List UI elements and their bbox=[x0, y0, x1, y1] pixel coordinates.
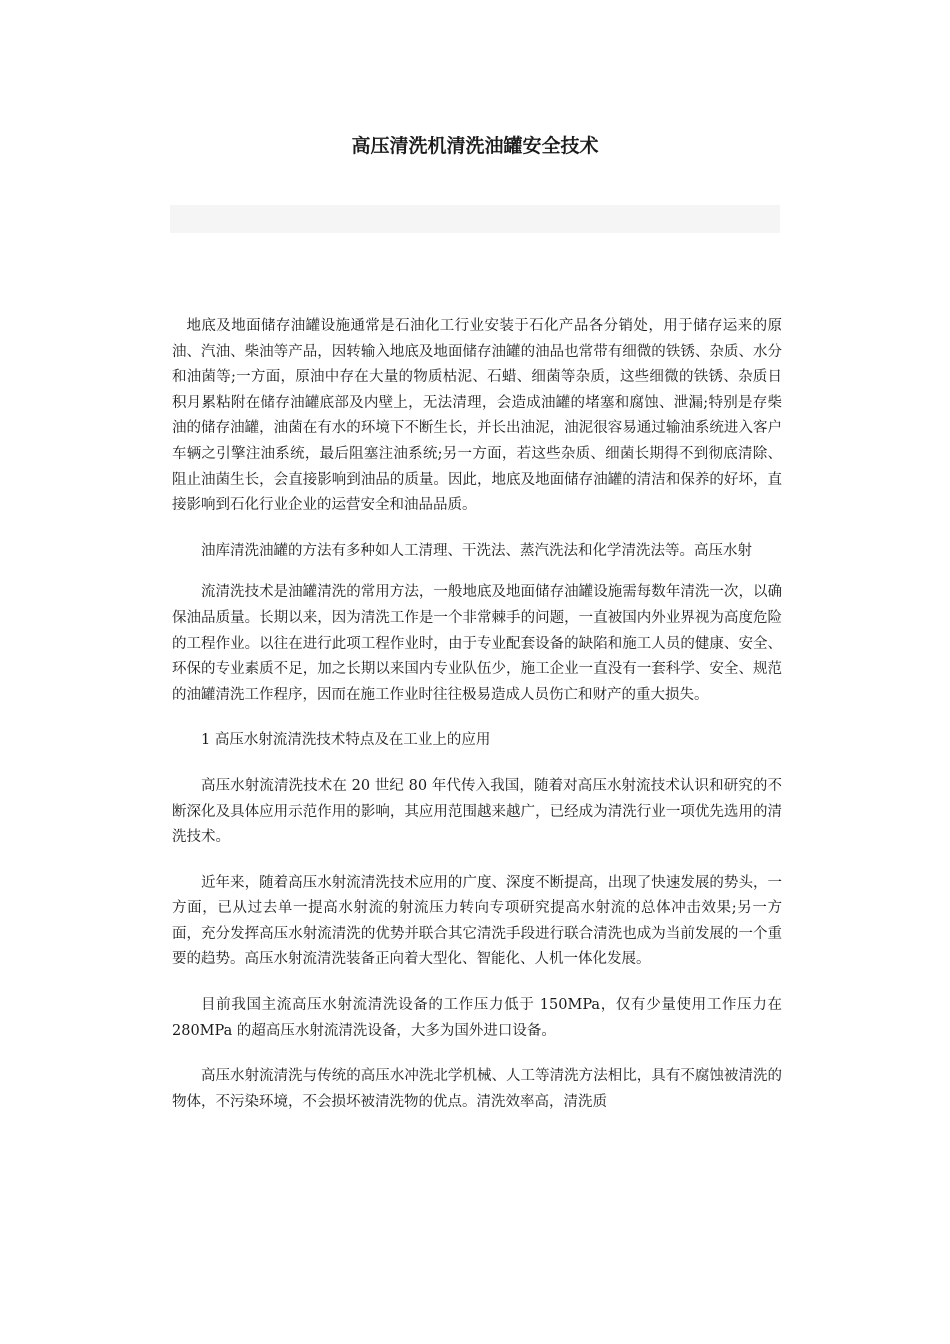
document-title: 高压清洗机清洗油罐安全技术 bbox=[351, 135, 599, 157]
section-heading-1: 1 高压水射流清洗技术特点及在工业上的应用 bbox=[201, 732, 491, 749]
header-band bbox=[170, 205, 780, 233]
paragraph-trends: 近年来，随着高压水射流清洗技术应用的广度、深度不断提高，出现了快速发展的势头，一方面，已从过去单一提高水射流的射流压力转向专项研究提高水射流的总体冲击效果;另一方面，充分发挥高压水射流清洗的优势并联合其它清洗手段进行联合清洗也成为当前发展的一个重要的趋势。高压水射流清洗装备正向着大型化、智能化、人机一体化发展。 bbox=[172, 874, 782, 968]
paragraph-water-jet: 流清洗技术是油罐清洗的常用方法，一般地底及地面储存油罐设施需每数年清洗一次，以确保油品质量。长期以来，因为清洗工作是一个非常棘手的问题，一直被国内外业界视为高度危险的工程作业。以往在进行此项工程作业时，由于专业配套设备的缺陷和施工人员的健康、安全、环保的专业素质不足，加之长期以来国内专业队伍少，施工企业一直没有一套科学、安全、规范的油罐清洗工作程序，因而在施工作业时往往极易造成人员伤亡和财产的重大损失。 bbox=[172, 584, 782, 703]
paragraph-methods: 油库清洗油罐的方法有多种如人工清理、干洗法、蒸汽洗法和化学清洗法等。高压水射 bbox=[201, 542, 752, 559]
paragraph-advantages: 高压水射流清洗与传统的高压水冲洗北学机械、人工等清洗方法相比，具有不腐蚀被清洗的物体，不污染环境，不会损坏被清洗物的优点。清洗效率高，清洗质 bbox=[172, 1068, 782, 1110]
paragraph-pressure: 目前我国主流高压水射流清洗设备的工作压力低于 150MPa，仅有少量使用工作压力在 280MPa 的超高压水射流清洗设备，大多为国外进口设备。 bbox=[172, 997, 782, 1039]
paragraph-intro: 地底及地面储存油罐设施通常是石油化工行业安装于石化产品各分销处，用于储存运来的原油、汽油、柴油等产品，因转输入地底及地面储存油罐的油品也常带有细微的铁锈、杂质、水分和油菌等;一方面，原油中存在大量的物质枯泥、石蜡、细菌等杂质，这些细微的铁锈、杂质日积月累粘附在储存油罐底部及内壁上，无法清理，会造成油罐的堵塞和腐蚀、泄漏;特别是存柴油的储存油罐，油菌在有水的环境下不断生长，并长出油泥，油泥很容易通过输油系统进入客户车辆之引擎注油系统，最后阻塞注油系统;另一方面，若这些杂质、细菌长期得不到彻底清除、阻止油菌生长，会直接影响到油品的质量。因此，地底及地面储存油罐的清洁和保养的好坏，直接影响到石化行业企业的运营安全和油品品质。 bbox=[172, 318, 782, 514]
document-body bbox=[172, 314, 782, 1135]
paragraph-history: 高压水射流清洗技术在 20 世纪 80 年代传入我国，随着对高压水射流技术认识和研究的不断深化及具体应用示范作用的影响，其应用范围越来越广，已经成为清洗行业一项优先选用的清洗技术。 bbox=[172, 777, 782, 846]
